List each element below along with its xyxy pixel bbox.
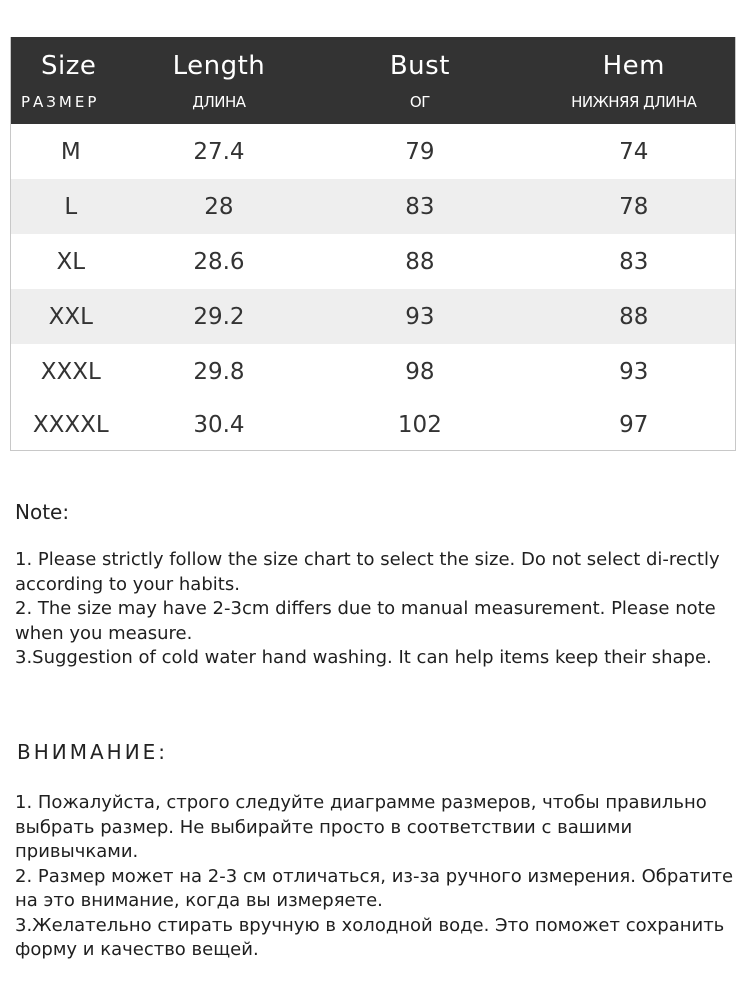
cell-hem: 74 [619, 138, 649, 165]
cell-length: 29.2 [193, 303, 245, 330]
cell-length: 28.6 [193, 248, 245, 275]
note-list [15, 548, 735, 671]
header-bust [307, 37, 532, 124]
note-title: Note: [15, 500, 70, 524]
size-chart-table [10, 37, 736, 451]
cell-hem: 83 [619, 248, 649, 275]
cell-size: XXXL [40, 358, 101, 385]
cell-size: XXL [48, 303, 93, 330]
header-length-ru: ДЛИНА [192, 93, 246, 111]
cell-bust: 98 [405, 358, 435, 385]
header-hem-en: Hem [602, 51, 665, 81]
cell-hem: 93 [619, 358, 649, 385]
cell-hem: 97 [619, 411, 649, 438]
cell-length: 29.8 [193, 358, 245, 385]
header-hem [533, 37, 735, 124]
note-item-3: 3.Suggestion of cold water hand washing. It can help items keep their shape. [15, 647, 712, 668]
note-item-1: 1. Please strictly follow the size chart to select the size. Do not select di-rectly according to your habits. [15, 549, 720, 595]
header-size [11, 37, 131, 124]
note-ru-title: ВНИМАНИЕ: [17, 740, 169, 764]
note-item-2: 2. The size may have 2-3cm differs due to manual measurement. Please note when you measure. [15, 598, 716, 644]
cell-size: M [60, 138, 81, 165]
header-size-en: Size [41, 51, 97, 81]
cell-length: 28 [204, 193, 234, 220]
cell-length: 27.4 [193, 138, 245, 165]
cell-bust: 88 [405, 248, 435, 275]
header-bust-en: Bust [389, 51, 450, 81]
table-row [11, 124, 735, 179]
table-header [11, 37, 735, 124]
header-length-en: Length [172, 51, 266, 81]
table-row [11, 234, 735, 289]
header-size-ru: РАЗМЕР [21, 93, 100, 111]
cell-size: XXXXL [32, 411, 109, 438]
cell-bust: 102 [397, 411, 442, 438]
note-ru-item-1: 1. Пожалуйста, строго следуйте диаграмме размеров, чтобы правильно выбрать размер. Не выбирайте просто в соответствии с вашими привычками. [15, 792, 707, 862]
cell-bust: 93 [405, 303, 435, 330]
cell-size: XL [56, 248, 86, 275]
cell-bust: 79 [405, 138, 435, 165]
header-bust-ru: ОГ [409, 93, 430, 111]
header-hem-ru: НИЖНЯЯ ДЛИНА [571, 93, 697, 111]
header-length [131, 37, 308, 124]
cell-hem: 78 [619, 193, 649, 220]
table-row [11, 399, 735, 450]
note-ru-item-3: 3.Желательно стирать вручную в холодной воде. Это поможет сохранить форму и качество вещей. [15, 914, 725, 960]
note-ru-list [15, 791, 735, 963]
table-row [11, 344, 735, 399]
note-ru-item-2: 2. Размер может на 2-3 см отличаться, из-за ручного измерения. Обратите на это внимание, когда вы измеряете. [15, 865, 734, 911]
table-row [11, 289, 735, 344]
cell-size: L [64, 193, 78, 220]
cell-length: 30.4 [193, 411, 245, 438]
cell-bust: 83 [405, 193, 435, 220]
cell-hem: 88 [619, 303, 649, 330]
table-row [11, 179, 735, 234]
